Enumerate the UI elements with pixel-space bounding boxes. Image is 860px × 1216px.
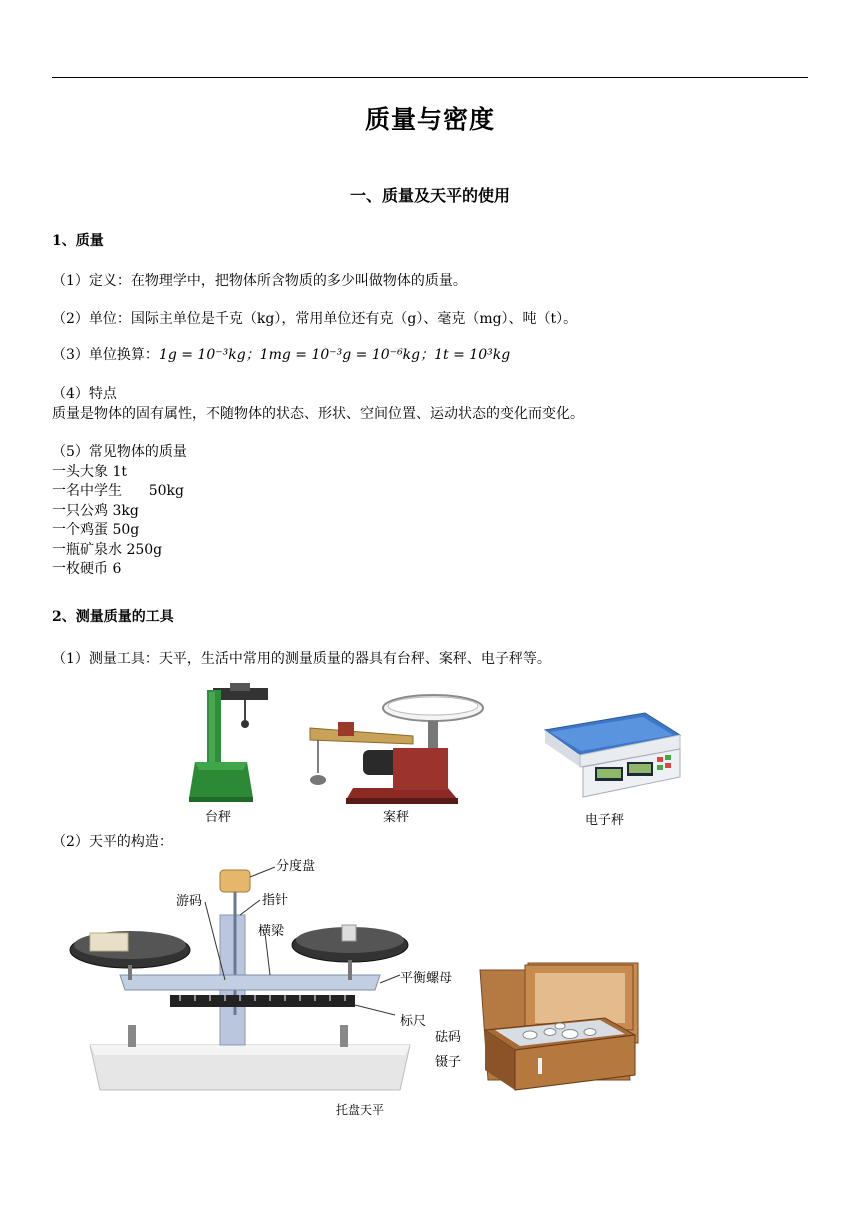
label-weights: 砝码 xyxy=(435,1030,462,1045)
definition-text: （1）定义：在物理学中，把物体所含物质的多少叫做物体的质量。 xyxy=(52,273,467,289)
tools-text: （1）测量工具：天平，生活中常用的测量质量的器具有台秤、案秤、电子秤等。 xyxy=(52,651,551,667)
page-title: 质量与密度 xyxy=(364,105,495,134)
platform-scale-image xyxy=(185,680,280,805)
subsection-heading-mass: 1、质量 xyxy=(52,233,104,249)
list-item: 一枚硬币 6 xyxy=(52,561,122,577)
section-heading: 一、质量及天平的使用 xyxy=(349,186,510,205)
electronic-scale-image xyxy=(535,705,685,805)
label-beam: 横梁 xyxy=(258,924,285,939)
counter-scale-image xyxy=(298,688,488,806)
label-dial: 分度盘 xyxy=(276,859,316,874)
label-rider: 游码 xyxy=(176,894,203,909)
list-item: 一瓶矿泉水 250g xyxy=(52,542,163,558)
header-rule xyxy=(52,77,808,78)
list-item: 一头大象 1t xyxy=(52,464,127,480)
caption-platform-scale: 台秤 xyxy=(205,810,232,825)
feature-text: 质量是物体的固有属性，不随物体的状态、形状、空间位置、运动状态的变化而变化。 xyxy=(52,406,584,422)
list-item: 一个鸡蛋 50g xyxy=(52,522,140,538)
conversion-formula: 1g = 10⁻³kg；1mg = 10⁻³g = 10⁻⁶kg；1t = 10³kg xyxy=(158,347,511,363)
label-tweezers: 镊子 xyxy=(435,1055,462,1070)
unit-text: （2）单位：国际主单位是千克（kg），常用单位还有克（g）、毫克（mg）、吨（t）。 xyxy=(52,311,578,327)
label-pointer: 指针 xyxy=(262,893,289,908)
conversion-label: （3）单位换算： xyxy=(52,347,159,363)
caption-electronic-scale: 电子秤 xyxy=(585,813,625,828)
caption-tray-balance: 托盘天平 xyxy=(336,1103,385,1117)
subsection-heading-tools: 2、测量质量的工具 xyxy=(52,609,174,625)
caption-counter-scale: 案秤 xyxy=(383,810,410,825)
common-mass-label: （5）常见物体的质量 xyxy=(52,444,187,460)
structure-label: （2）天平的构造： xyxy=(52,834,173,850)
conversion-line xyxy=(52,346,510,366)
list-item: 一只公鸡 3kg xyxy=(52,503,139,519)
label-balance-nut: 平衡螺母 xyxy=(400,971,453,986)
weights-box-image xyxy=(480,960,640,1095)
list-item: 一名中学生 50kg xyxy=(52,483,184,499)
feature-label: （4）特点 xyxy=(52,386,117,402)
label-ruler: 标尺 xyxy=(400,1014,427,1029)
